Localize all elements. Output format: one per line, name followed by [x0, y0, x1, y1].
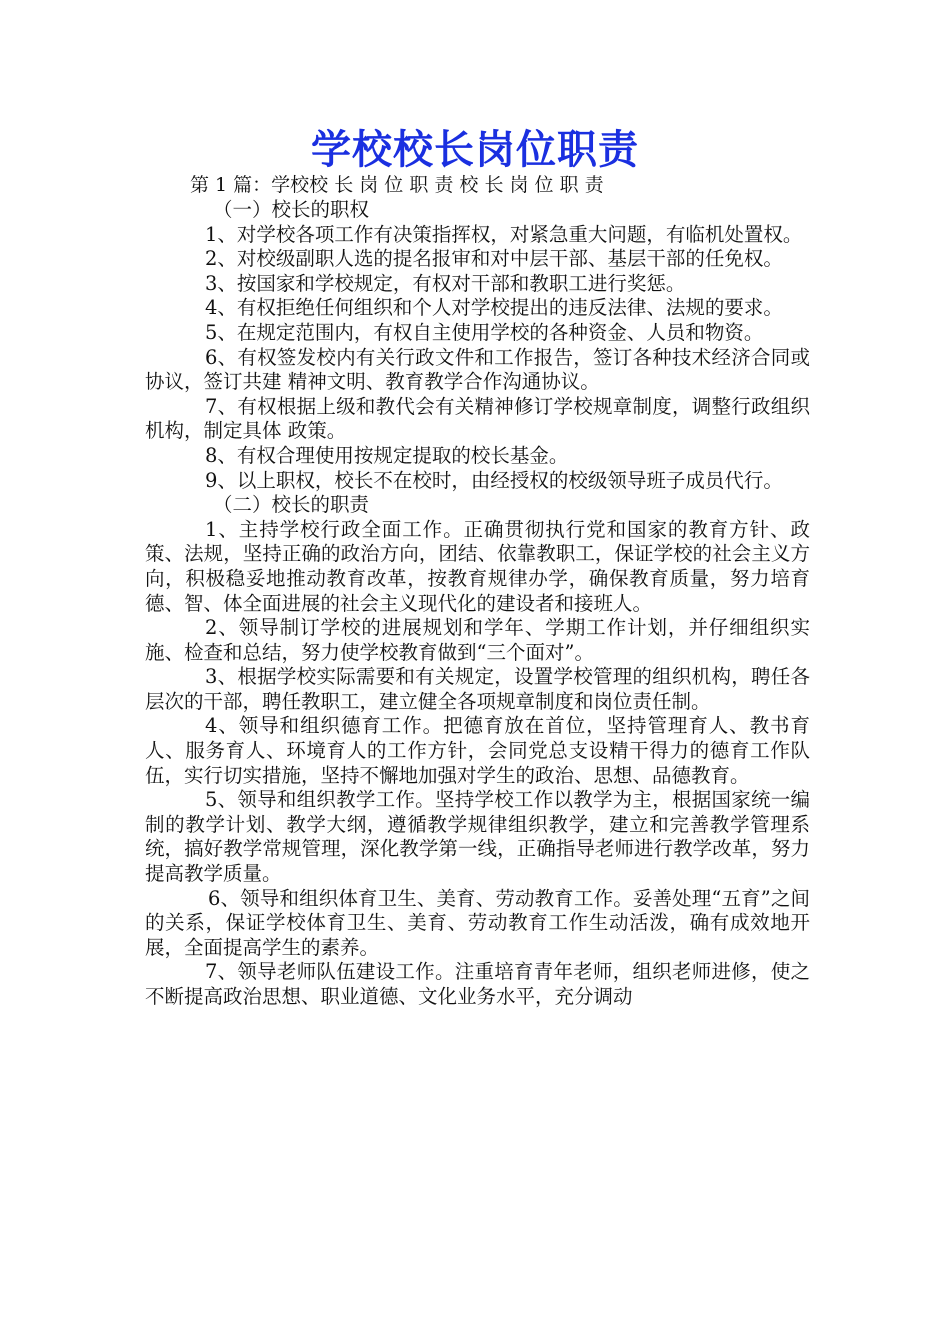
section-heading-powers: （一）校长的职权 [213, 198, 370, 221]
paragraph: 7、领导老师队伍建设工作。注重培育青年老师，组织老师进修，使之不断提高政治思想、职业道德、文化业务水平，充分调动 [145, 960, 810, 1008]
section-heading-duties: （二）校长的职责 [213, 493, 370, 517]
document-title: 学校校长岗位职责 [311, 126, 639, 173]
paragraph: 9、以上职权，校长不在校时，由经授权的校级领导班子成员代行。 [205, 468, 783, 492]
paragraph: 6、有权签发校内有关行政文件和工作报告，签订各种技术经济合同或协议，签订共建 精神文明、教育教学合作沟通协议。 [145, 345, 810, 394]
paragraph: 3、根据学校实际需要和有关规定，设置学校管理的组织机构，聘任各层次的干部，聘任教职工，建立健全各项规章制度和岗位责任制。 [145, 665, 810, 713]
document-subtitle: 第 1 篇：学校校 长 岗 位 职 责 校 长 岗 位 职 责 [190, 174, 604, 196]
paragraph: 1、主持学校行政全面工作。正确贯彻执行党和国家的教育方针、政策、法规，坚持正确的政治方向，团结、依靠教职工，保证学校的社会主义方向，积极稳妥地推动教育改革，按教育规律办学，确保教育质量，努力培育德、智、体全面进展的社会主义现代化的建设者和接班人。 [145, 517, 810, 615]
paragraph: 2、对校级副职人选的提名报审和对中层干部、基层干部的任免权。 [205, 247, 783, 271]
paragraph: 8、有权合理使用按规定提取的校长基金。 [205, 443, 569, 467]
paragraph: 5、领导和组织教学工作。坚持学校工作以教学为主，根据国家统一编制的教学计划、教学大纲，遵循教学规律组织教学，建立和完善教学管理系统，搞好教学常规管理，深化教学第一线，正确指导老师进行教学改革，努力提高教学质量。 [145, 788, 810, 886]
paragraph: 3、按国家和学校规定，有权对干部和教职工进行奖惩。 [205, 271, 686, 295]
paragraph: 4、有权拒绝任何组织和个人对学校提出的违反法律、法规的要求。 [205, 296, 783, 320]
paragraph: 1、对学校各项工作有决策指挥权，对紧急重大问题，有临机处置权。 [205, 222, 803, 246]
paragraph: 4、领导和组织德育工作。把德育放在首位，坚持管理育人、教书育人、服务育人、环境育人的工作方针，会同党总支设精干得力的德育工作队伍，实行切实措施，坚持不懈地加强对学生的政治、思想、品德教育。 [145, 714, 810, 787]
document-body [145, 198, 810, 1010]
paragraph: 7、有权根据上级和教代会有关精神修订学校规章制度，调整行政组织机构，制定具体 政策。 [145, 394, 810, 443]
paragraph: 5、在规定范围内，有权自主使用学校的各种资金、人员和物资。 [205, 320, 764, 344]
paragraph: 6、领导和组织体育卫生、美育、劳动教育工作。妥善处理“五育”之间的关系，保证学校体育卫生、美育、劳动教育工作生动活泼，确有成效地开展，全面提高学生的素养。 [145, 886, 810, 959]
paragraph: 2、领导制订学校的进展规划和学年、学期工作计划，并仔细组织实施、检查和总结，努力使学校教育做到“三个面对”。 [145, 616, 810, 664]
